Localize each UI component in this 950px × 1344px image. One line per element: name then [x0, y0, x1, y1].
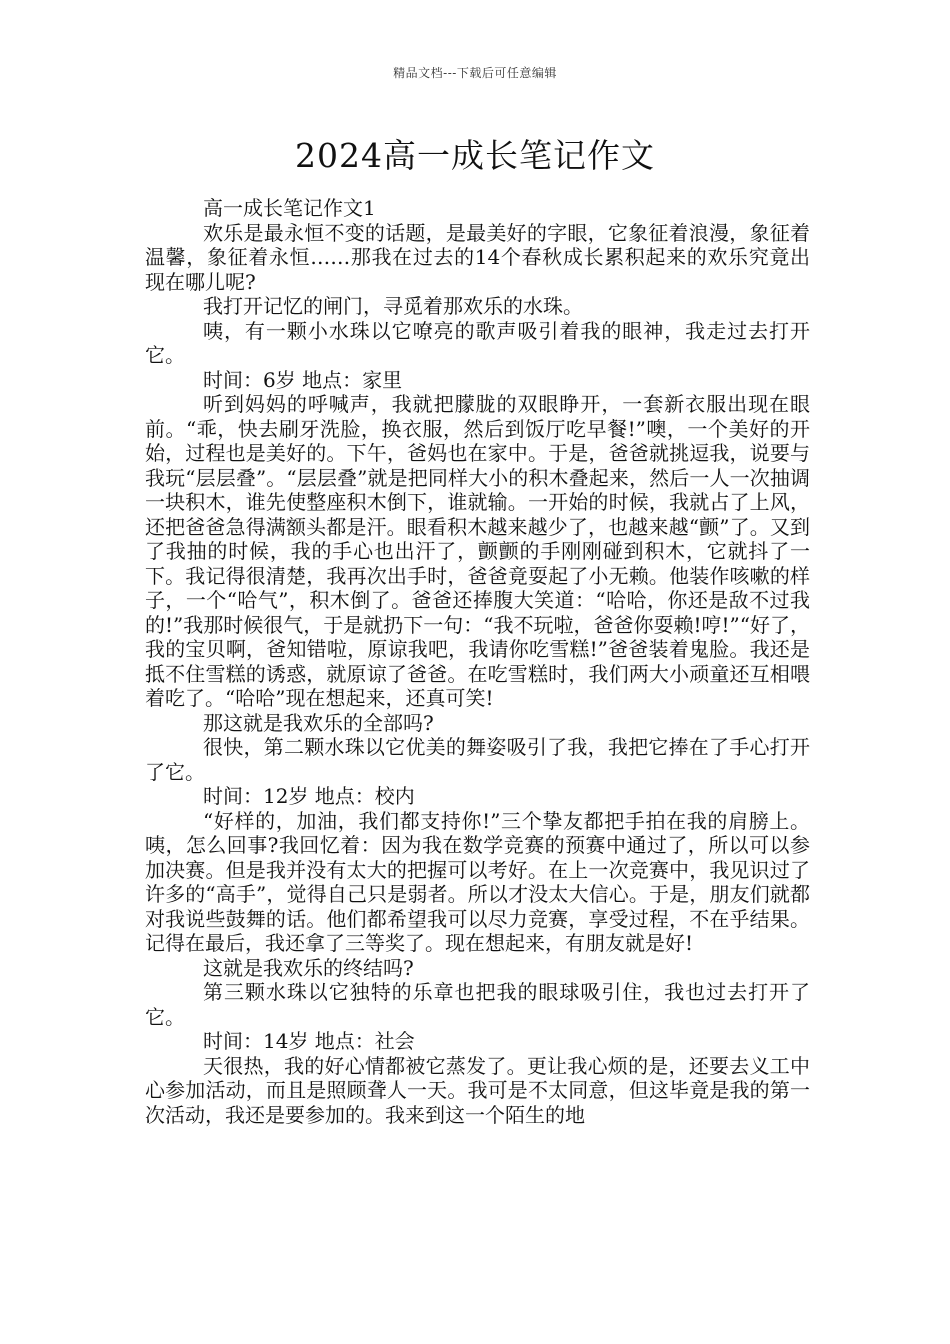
- document-title: 2024高一成长笔记作文: [295, 136, 655, 175]
- page-header: 精品文档---下载后可任意编辑: [393, 66, 557, 80]
- paragraph: 很快，第二颗水珠以它优美的舞姿吸引了我，我把它捧在了手心打开了它。: [145, 735, 810, 784]
- paragraph: 那这就是我欢乐的全部吗?: [203, 710, 434, 735]
- paragraph: 第三颗水珠以它独特的乐章也把我的眼球吸引住，我也过去打开了它。: [145, 980, 810, 1029]
- paragraph: 咦，有一颗小水珠以它嘹亮的歌声吸引着我的眼神，我走过去打开它。: [145, 318, 810, 367]
- paragraph: 天很热，我的好心情都被它蒸发了。更让我心烦的是，还要去义工中心参加活动，而且是照顾聋人一天。我可是不太同意，但这毕竟是我的第一次活动，我还是要参加的。我来到这一个陌生的地: [145, 1053, 810, 1127]
- paragraph: 听到妈妈的呼喊声，我就把朦胧的双眼睁开，一套新衣服出现在眼前。“乖，快去刷牙洗脸，换衣服，然后到饭厅吃早餐!”噢，一个美好的开始，过程也是美好的。下午，爸妈也在家中。于是，爸爸就挑逗我，说要与我玩“层层叠”。“层层叠”就是把同样大小的积木叠起来，然后一人一次抽调一块积木，谁先使整座积木倒下，谁就输。一开始的时候，我就占了上风，还把爸爸急得满额头都是汗。眼看积木越来越少了，也越来越“颤”了。又到了我抽的时候，我的手心也出汗了，颤颤的手刚刚碰到积木，它就抖了一下。我记得很清楚，我再次出手时，爸爸竟耍起了小无赖。他装作咳嗽的样子，一个“哈气”，积木倒了。爸爸还捧腹大笑道：“哈哈，你还是敌不过我的!”我那时候很气，于是就扔下一句：“我不玩啦，爸爸你耍赖!哼!”“好了，我的宝贝啊，爸知错啦，原谅我吧，我请你吃雪糕!”爸爸装着鬼脸。我还是抵不住雪糕的诱惑，就原谅了爸爸。在吃雪糕时，我们两大小顽童还互相喂着吃了。“哈哈”现在想起来，还真可笑!: [145, 392, 811, 710]
- paragraph: 这就是我欢乐的终结吗?: [203, 955, 414, 980]
- paragraph-subtitle: 高一成长笔记作文1: [203, 196, 376, 220]
- paragraph-time-place: 时间：14岁 地点：社会: [203, 1029, 415, 1053]
- paragraph: 欢乐是最永恒不变的话题，是最美好的字眼，它象征着浪漫，象征着温馨，象征着永恒……那我在过去的14个春秋成长累积起来的欢乐究竟出现在哪儿呢?: [145, 220, 810, 294]
- paragraph: “好样的，加油，我们都支持你!”三个挚友都把手拍在我的肩膀上。咦，怎么回事?我回忆着：因为我在数学竞赛的预赛中通过了，所以可以参加决赛。但是我并没有太大的把握可以考好。在上一次竞赛中，我见识过了许多的“高手”，觉得自己只是弱者。所以才没太大信心。于是，朋友们就都对我说些鼓舞的话。他们都希望我可以尽力竞赛，享受过程，不在乎结果。记得在最后，我还拿了三等奖了。现在想起来，有朋友就是好!: [145, 808, 810, 955]
- paragraph-time-place: 时间：12岁 地点：校内: [203, 784, 415, 808]
- document-body: [145, 196, 810, 1127]
- paragraph-time-place: 时间：6岁 地点：家里: [203, 367, 403, 392]
- paragraph: 我打开记忆的闸门，寻觅着那欢乐的水珠。: [203, 294, 583, 318]
